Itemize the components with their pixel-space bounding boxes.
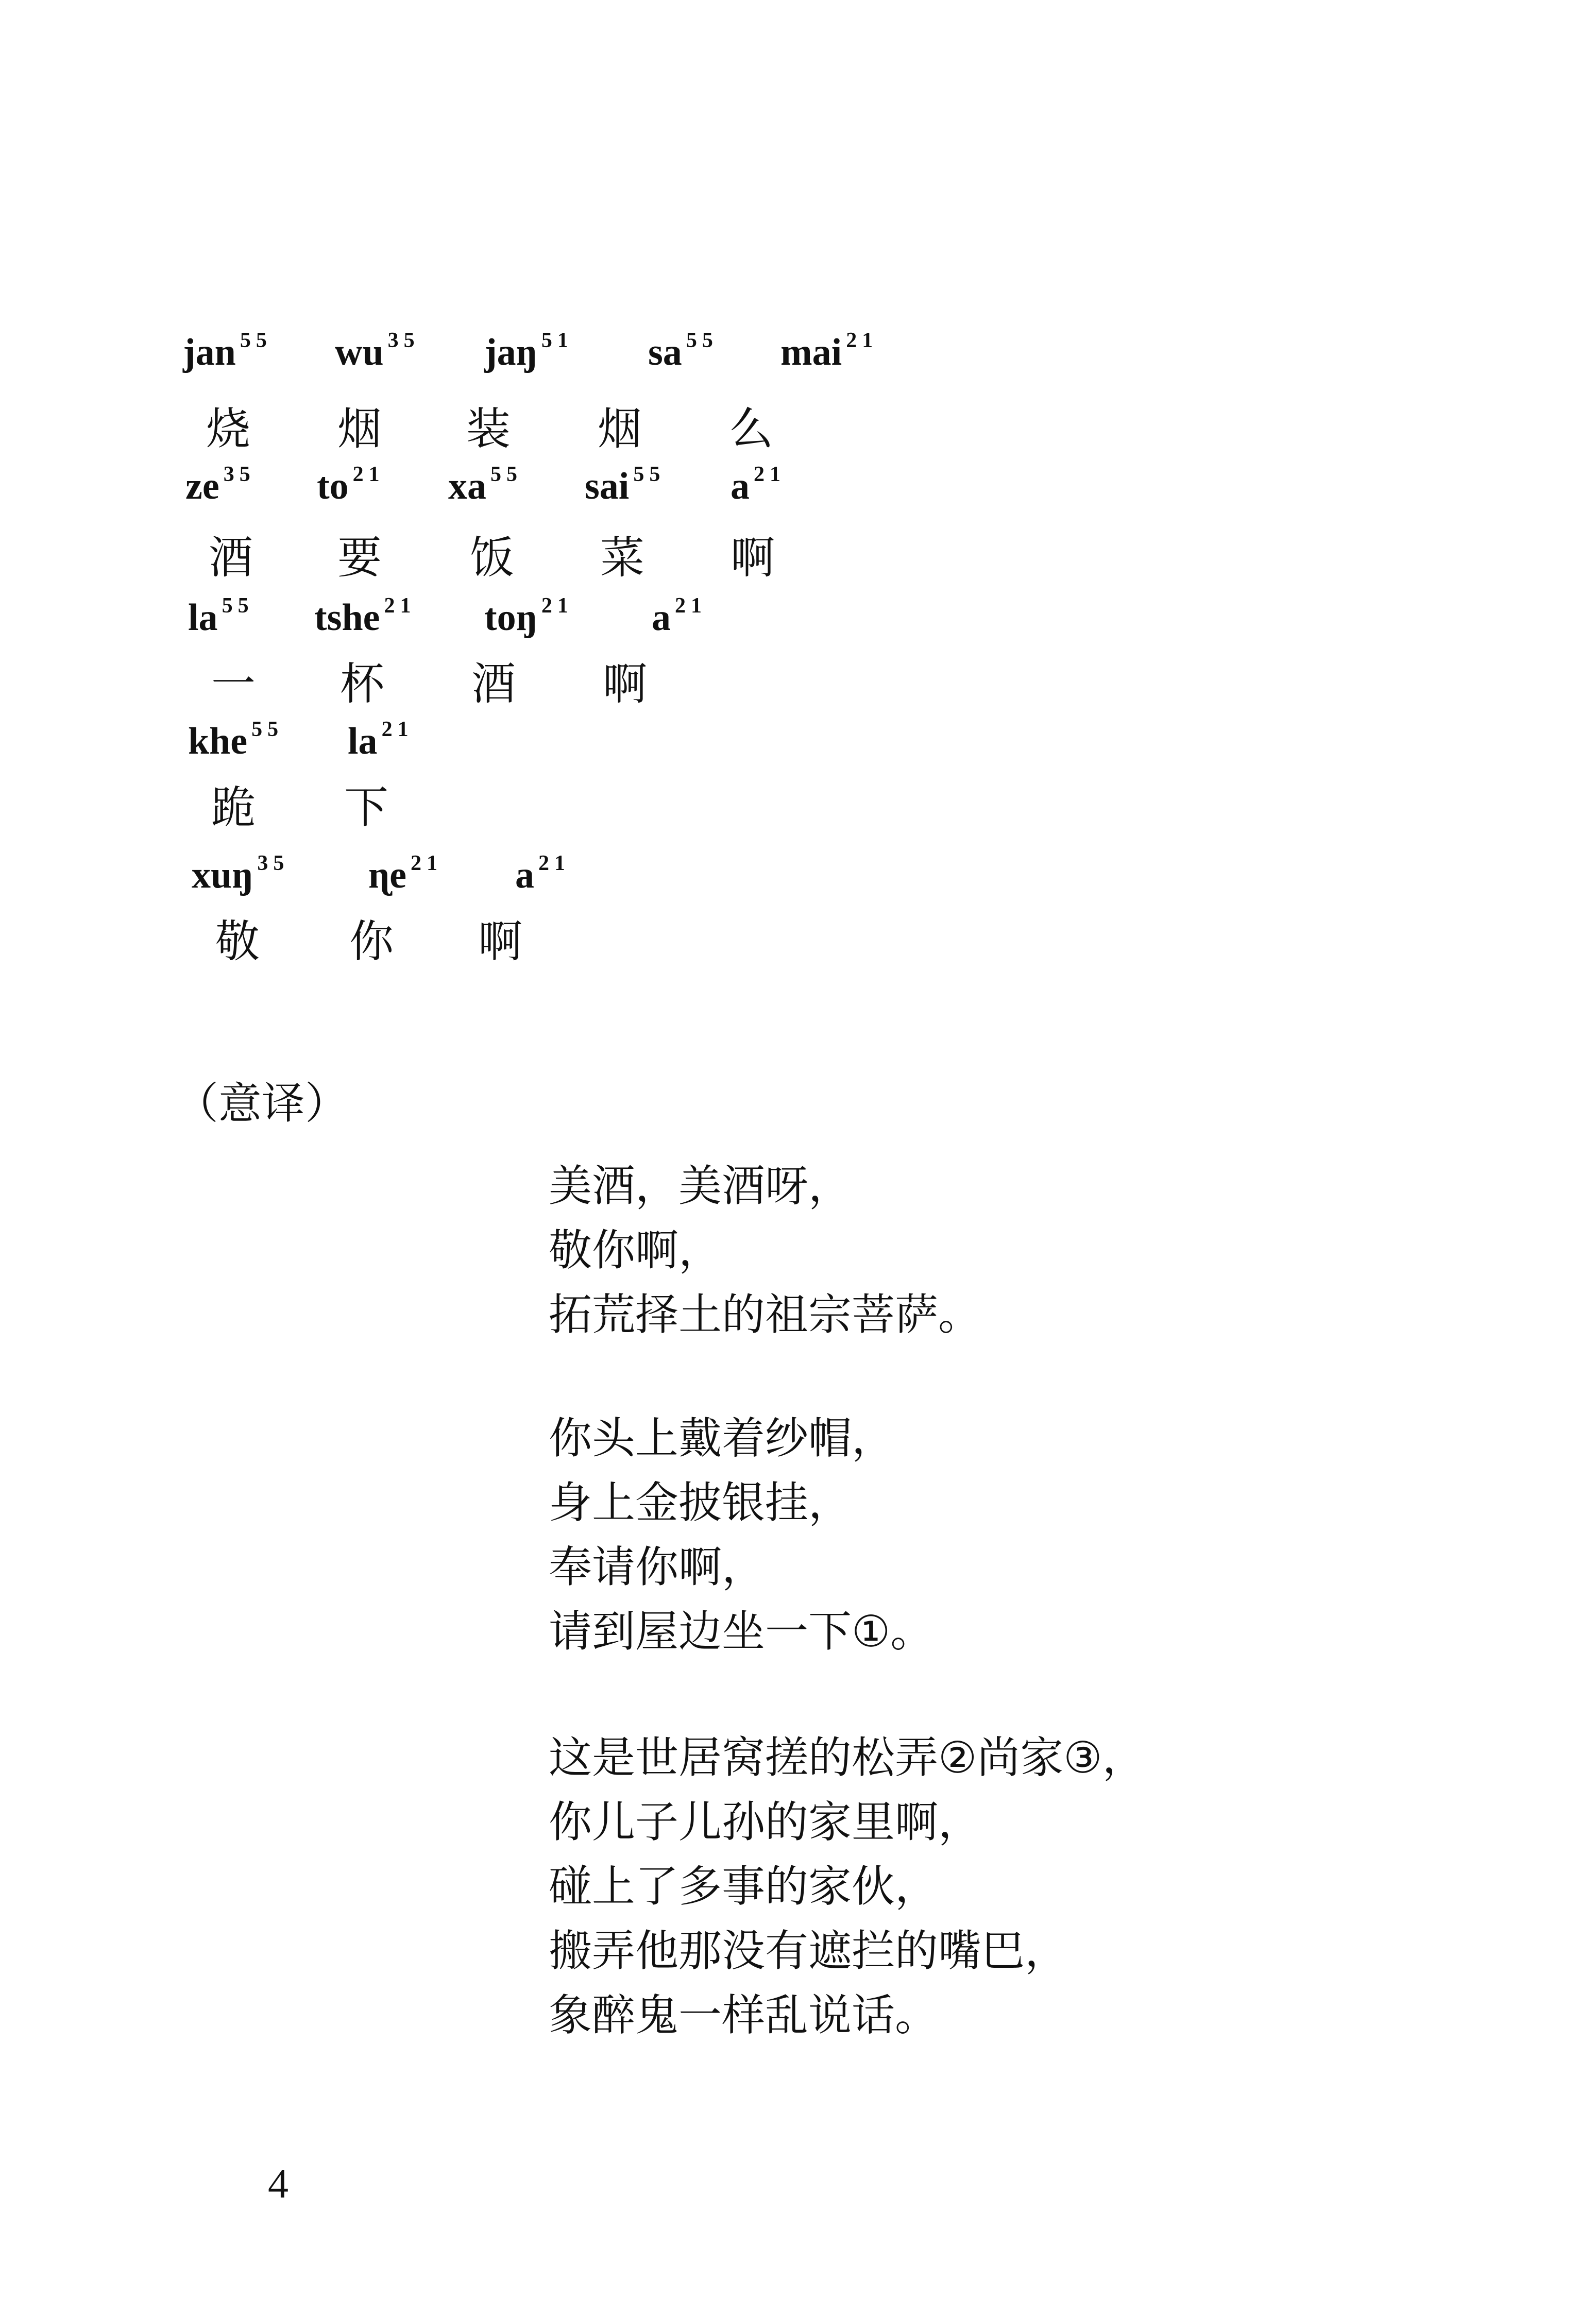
chinese-gloss-word: 下 [344,782,388,833]
romanized-syllable: wu $^{35}$ [335,329,420,373]
section-label: （意译） [175,1078,349,1129]
chinese-gloss-word: 一 [211,658,256,710]
romanized-syllable: sai $^{55}$ [585,463,666,507]
romanized-syllable: xa $^{55}$ [448,463,522,507]
chinese-gloss-word: 酒 [471,658,516,710]
chinese-gloss-word: 你 [349,916,394,967]
chinese-gloss-word: 杯 [340,658,384,710]
poem-line: 美酒，美酒呀， [549,1161,852,1211]
romanized-syllable: la $^{55}$ [188,594,254,639]
chinese-gloss-word: 啊 [731,532,775,584]
romanized-syllable: mai $^{21}$ [780,329,878,373]
poem-line: 象醉鬼一样乱说话。 [549,1990,939,2040]
romanized-syllable: toŋ $^{21}$ [484,594,573,639]
chinese-gloss-word: 烟 [598,403,642,455]
romanized-syllable: la $^{21}$ [348,718,414,762]
chinese-gloss-word: 烟 [337,403,382,455]
chinese-gloss-word: 敬 [215,916,260,967]
romanized-syllable: ze $^{35}$ [185,463,256,507]
chinese-gloss-word: 酒 [209,532,253,584]
poem-line: 你头上戴着纱帽， [549,1413,895,1463]
poem-line: 奉请你啊， [549,1542,766,1592]
page-number: 4 [268,2161,288,2207]
romanized-syllable: a $^{21}$ [515,852,570,896]
romanized-syllable: tshe $^{21}$ [314,594,416,639]
chinese-gloss-word: 烧 [206,403,250,455]
chinese-gloss-word: 啊 [478,916,522,967]
romanized-syllable: ɳe $^{21}$ [368,852,443,896]
poem-line: 你儿子儿孙的家里啊， [549,1797,982,1847]
poem-line: 搬弄他那没有遮拦的嘴巴， [549,1926,1068,1976]
romanized-syllable: xuŋ $^{35}$ [192,852,290,896]
romanized-syllable: khe $^{55}$ [188,718,284,762]
chinese-gloss-word: 菜 [600,532,644,584]
poem-line: 敬你啊， [549,1225,722,1275]
chinese-gloss-word: 么 [729,403,773,455]
poem-line: 拓荒择土的祖宗菩萨。 [549,1289,982,1340]
poem-line: 这是世居窝搓的松弄②尚家③， [549,1732,1146,1783]
chinese-gloss-word: 要 [337,532,382,584]
poem-line: 碰上了多事的家伙， [549,1861,939,1912]
romanized-syllable: jaŋ $^{51}$ [484,329,573,373]
chinese-gloss-word: 跪 [211,782,256,833]
romanized-syllable: a $^{21}$ [652,594,707,639]
chinese-gloss-word: 啊 [603,658,647,710]
chinese-gloss-word: 饭 [470,532,514,584]
chinese-gloss-word: 装 [466,403,511,455]
romanized-syllable: sa $^{55}$ [648,329,718,373]
romanized-syllable: jan $^{55}$ [183,329,272,373]
romanized-syllable: a $^{21}$ [731,463,786,507]
poem-line: 请到屋边坐一下①。 [549,1606,934,1657]
romanized-syllable: to $^{21}$ [317,463,385,507]
poem-line: 身上金披银挂， [549,1477,852,1528]
